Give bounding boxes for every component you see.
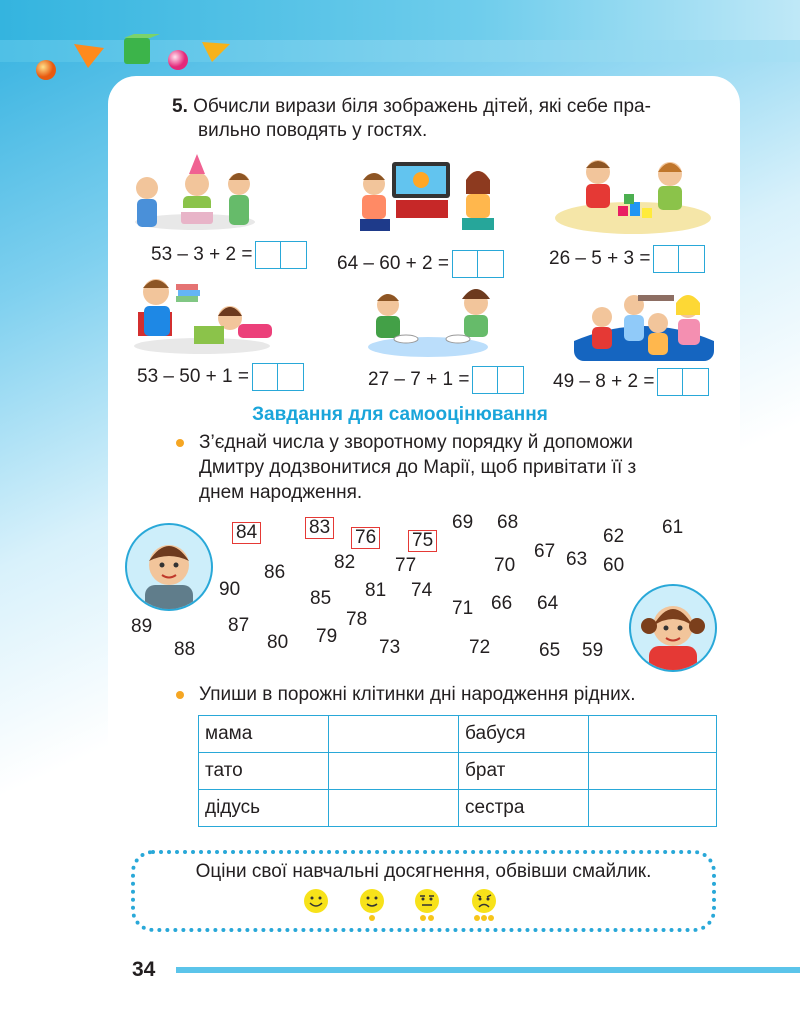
answer-box[interactable] (657, 368, 683, 396)
number-78[interactable]: 78 (346, 609, 368, 630)
table-row (199, 790, 717, 827)
table-cell-label: дідусь (199, 790, 329, 827)
number-71[interactable]: 71 (452, 598, 474, 619)
number-61[interactable]: 61 (662, 517, 684, 538)
expression-4 (137, 363, 304, 391)
expression-6-text: 49 – 8 + 2 = (553, 371, 655, 392)
task-text-line1: Обчисли вирази біля зображень дітей, які себе пра- (193, 96, 651, 117)
birthdays-table (198, 715, 717, 827)
table-cell-input[interactable] (329, 716, 459, 753)
number-80[interactable]: 80 (267, 632, 289, 653)
table-cell-label: сестра (459, 790, 589, 827)
number-76[interactable]: 76 (351, 527, 380, 549)
task-number: 5. (172, 96, 188, 117)
number-85[interactable]: 85 (310, 588, 332, 609)
table-row (199, 753, 717, 790)
answer-box[interactable] (498, 366, 524, 394)
bullet-icon (176, 691, 184, 699)
task-5 (172, 95, 732, 143)
number-69[interactable]: 69 (452, 512, 474, 533)
expression-3-text: 26 – 5 + 3 = (549, 248, 651, 269)
number-73[interactable]: 73 (379, 637, 401, 658)
table-cell-input[interactable] (589, 753, 717, 790)
illustration-birthday-cake (125, 152, 265, 238)
number-68[interactable]: 68 (497, 512, 519, 533)
connect-instructions (199, 430, 719, 505)
table-row (199, 716, 717, 753)
table-cell-input[interactable] (329, 753, 459, 790)
number-75[interactable]: 75 (408, 530, 437, 552)
number-64[interactable]: 64 (537, 593, 559, 614)
number-82[interactable]: 82 (334, 552, 356, 573)
expression-1-text: 53 – 3 + 2 = (151, 244, 253, 265)
illustration-eating (358, 283, 498, 359)
answer-box[interactable] (653, 245, 679, 273)
number-62[interactable]: 62 (603, 526, 625, 547)
number-89[interactable]: 89 (131, 616, 153, 637)
number-84[interactable]: 84 (232, 522, 261, 544)
expression-4-text: 53 – 50 + 1 = (137, 366, 249, 387)
birthdays-instruction: Упиши в порожні клітинки дні народження рідних. (199, 684, 636, 705)
avatar-dmytro (125, 523, 213, 611)
table-cell-input[interactable] (589, 790, 717, 827)
page-number: 34 (132, 958, 156, 981)
smiley-happy-icon[interactable] (302, 888, 330, 924)
expression-2-text: 64 – 60 + 2 = (337, 253, 449, 274)
illustration-building-blocks (552, 152, 714, 236)
smiley-neutral-icon[interactable] (413, 888, 441, 924)
number-59[interactable]: 59 (582, 640, 604, 661)
number-67[interactable]: 67 (534, 541, 556, 562)
number-74[interactable]: 74 (411, 580, 433, 601)
evaluation-text: Оціни свої навчальні досягнення, обвівши смайлик. (195, 861, 652, 882)
illustration-reading-books (128, 270, 276, 356)
answer-box[interactable] (281, 241, 307, 269)
illustration-tv (352, 158, 502, 240)
number-77[interactable]: 77 (395, 555, 417, 576)
number-65[interactable]: 65 (539, 640, 561, 661)
bullet-icon (176, 439, 184, 447)
expression-3 (549, 245, 705, 273)
number-86[interactable]: 86 (264, 562, 286, 583)
expression-2 (337, 250, 504, 278)
number-63[interactable]: 63 (566, 549, 588, 570)
illustration-party (574, 281, 714, 361)
answer-box[interactable] (278, 363, 304, 391)
number-79[interactable]: 79 (316, 626, 338, 647)
number-90[interactable]: 90 (219, 579, 241, 600)
number-66[interactable]: 66 (491, 593, 513, 614)
answer-box[interactable] (252, 363, 278, 391)
table-cell-label: бабуся (459, 716, 589, 753)
smiley-smile-icon[interactable] (358, 888, 386, 924)
number-87[interactable]: 87 (228, 615, 250, 636)
number-72[interactable]: 72 (469, 637, 491, 658)
number-88[interactable]: 88 (174, 639, 196, 660)
section-title: Завдання для самооцінювання (252, 404, 548, 425)
table-cell-input[interactable] (329, 790, 459, 827)
expression-5 (368, 366, 524, 394)
expression-1 (151, 241, 307, 269)
answer-box[interactable] (472, 366, 498, 394)
table-cell-label: брат (459, 753, 589, 790)
table-cell-input[interactable] (589, 716, 717, 753)
connect-line1: З’єднай числа у зворотному порядку й допоможи (199, 432, 633, 453)
expression-5-text: 27 – 7 + 1 = (368, 369, 470, 390)
table-cell-label: тато (199, 753, 329, 790)
number-70[interactable]: 70 (494, 555, 516, 576)
footer-rule (176, 967, 800, 973)
avatar-mariia (629, 584, 717, 672)
answer-box[interactable] (478, 250, 504, 278)
table-cell-label: мама (199, 716, 329, 753)
answer-box[interactable] (683, 368, 709, 396)
number-81[interactable]: 81 (365, 580, 387, 601)
number-83[interactable]: 83 (305, 517, 334, 539)
smiley-sad-icon[interactable] (469, 888, 499, 924)
task-text-line2: вильно поводять у гостях. (198, 120, 428, 141)
number-60[interactable]: 60 (603, 555, 625, 576)
connect-line2: Дмитру додзвонитися до Марії, щоб привітати її з (199, 457, 637, 478)
answer-box[interactable] (255, 241, 281, 269)
connect-line3: днем народження. (199, 482, 363, 503)
expression-6 (553, 368, 709, 396)
answer-box[interactable] (679, 245, 705, 273)
answer-box[interactable] (452, 250, 478, 278)
